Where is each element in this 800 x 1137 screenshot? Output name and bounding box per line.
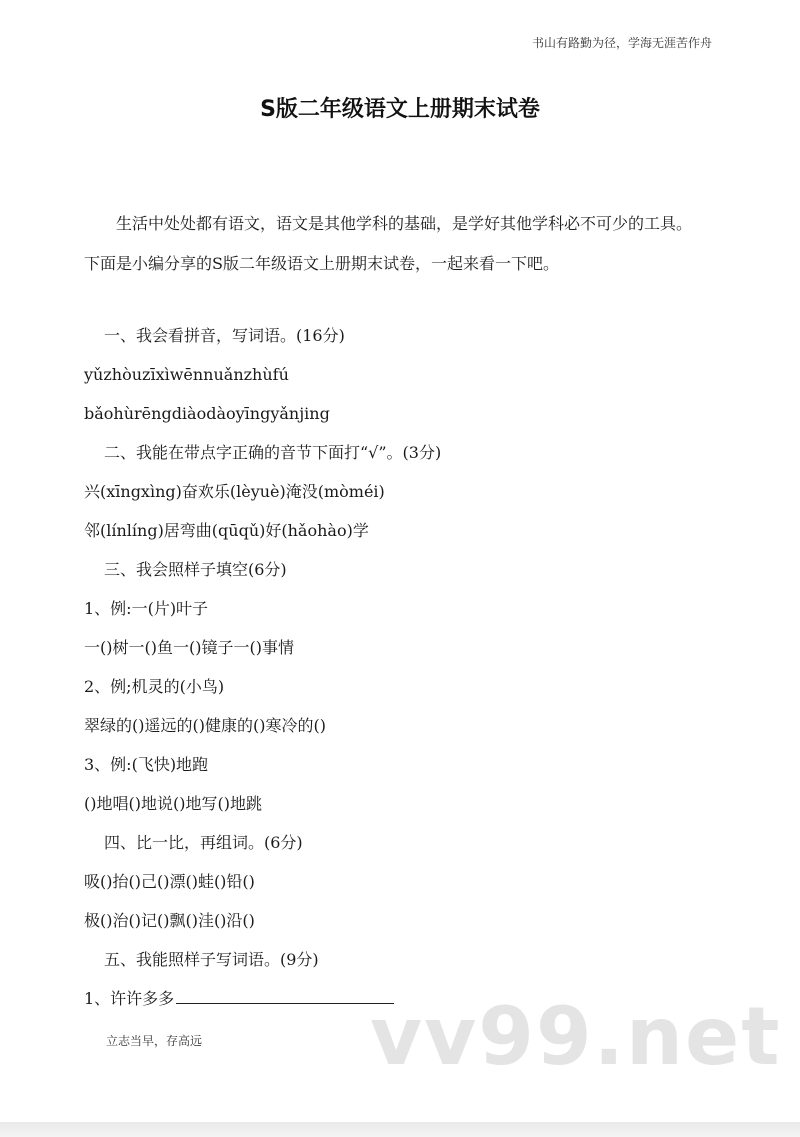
section-heading: 二、我能在带点字正确的音节下面打“√”。(3分) — [104, 443, 442, 462]
section-heading: 一、我会看拼音，写词语。(16分) — [104, 326, 345, 345]
section-heading: 四、比一比，再组词。(6分) — [104, 833, 303, 852]
intro-paragraph: 生活中处处都有语文，语文是其他学科的基础，是学好其他学科必不可少的工具。下面是小编分享的S版二年级语文上册期末试卷，一起来看一下吧。 — [84, 214, 693, 273]
example-line: 3、例:(飞快)地跑 — [84, 755, 209, 774]
example-line: 2、例;机灵的(小鸟) — [84, 677, 225, 696]
question-line: 邻(línlíng)居弯曲(qūqǔ)好(hǎohào)学 — [84, 521, 369, 540]
question-line: 吸()抬()己()漂()蛙()铅() — [84, 872, 255, 891]
footer-motto: 立志当早，存高远 — [106, 1034, 203, 1048]
page-bottom-shadow — [0, 1122, 800, 1137]
exam-content — [84, 316, 724, 1018]
header-motto: 书山有路勤为径，学海无涯苦作舟 — [531, 36, 712, 50]
question-line: 兴(xīngxìng)奋欢乐(lèyuè)淹没(mòméi) — [84, 482, 385, 501]
pinyin-line: bǎohùrēngdiàodàoyīngyǎnjing — [84, 404, 330, 423]
pinyin-line: yǔzhòuzīxìwēnnuǎnzhùfú — [84, 365, 289, 384]
watermark: vv99.net — [370, 990, 782, 1083]
question-line: 一()树一()鱼一()镜子一()事情 — [84, 638, 294, 657]
section-heading: 三、我会照样子填空(6分) — [104, 560, 287, 579]
question-line: 极()治()记()飘()洼()沿() — [84, 911, 255, 930]
section-heading: 五、我能照样子写词语。(9分) — [104, 950, 319, 969]
answer-blank — [176, 985, 394, 1004]
question-line: 翠绿的()遥远的()健康的()寒冷的() — [84, 716, 326, 735]
question-line: ()地唱()地说()地写()地跳 — [84, 794, 262, 813]
fill-line-label: 1、许许多多 — [84, 989, 175, 1008]
page-title: S版二年级语文上册期末试卷 — [260, 97, 540, 122]
example-line: 1、例:一(片)叶子 — [84, 599, 209, 618]
